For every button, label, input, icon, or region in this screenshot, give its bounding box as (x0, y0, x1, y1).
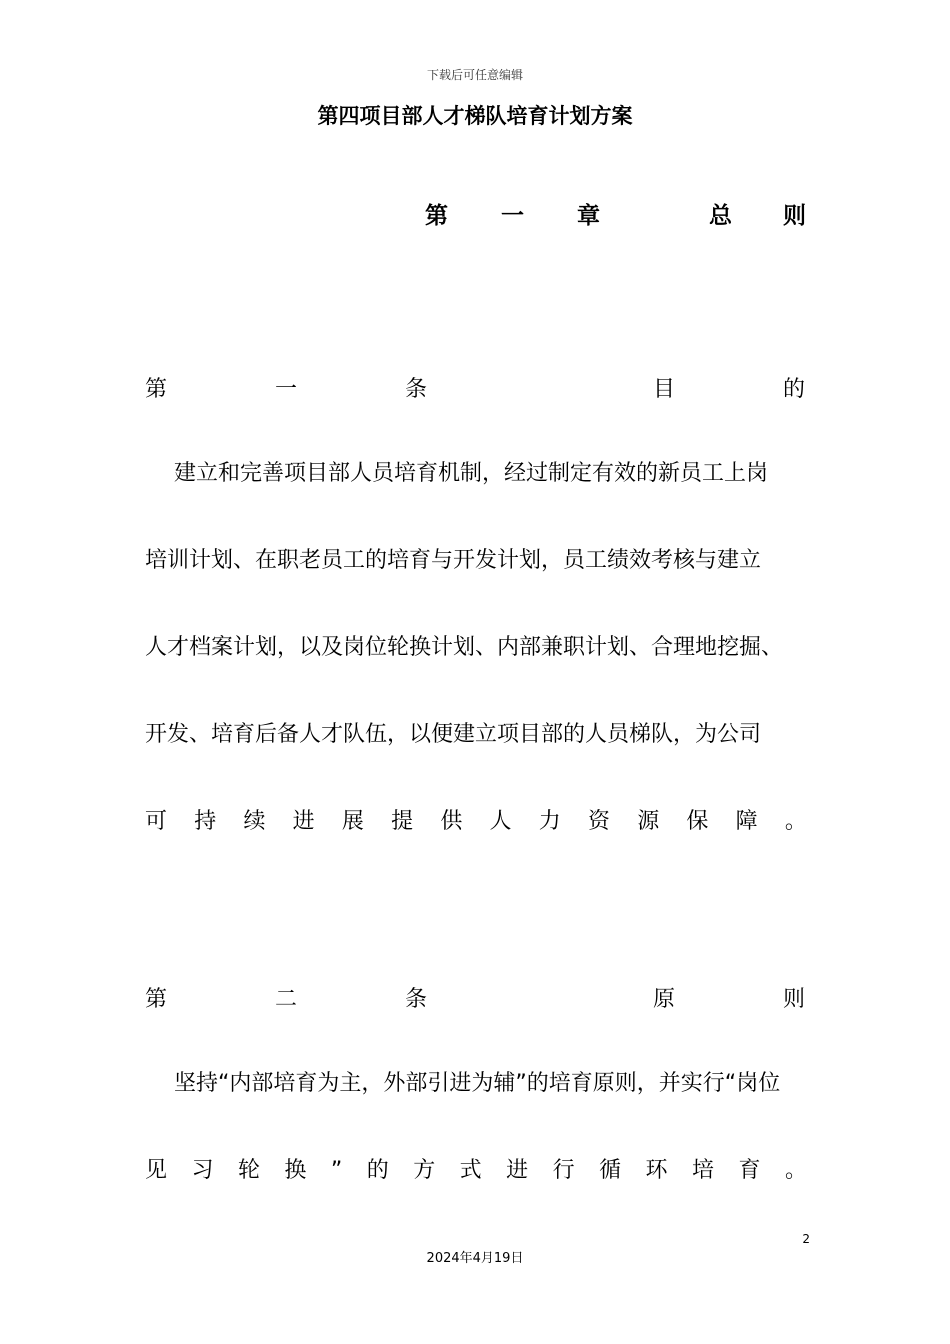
heading-char: 条 (405, 987, 428, 1012)
article-1-body (145, 430, 807, 865)
paragraph-line: 建立和完善项目部人员培育机制，经过制定有效的新员工上岗 (174, 461, 769, 486)
text-char: 提 (391, 809, 414, 834)
paragraph-line: 坚持“内部培育为主，外部引进为辅”的培育原则，并实行“岗位 (174, 1071, 781, 1096)
text-char: 可 (145, 809, 168, 834)
text-char: 进 (292, 809, 315, 834)
text-char: 资 (587, 809, 610, 834)
chapter-char: 总 (709, 203, 732, 229)
text-char: 轮 (237, 1158, 260, 1183)
article-2-heading (145, 982, 807, 1016)
text-char: 续 (243, 809, 266, 834)
heading-char: 第 (145, 377, 168, 402)
text-char: 育 (738, 1158, 761, 1183)
text-char: 力 (538, 809, 561, 834)
text-char: 式 (459, 1158, 482, 1183)
text-char: 方 (413, 1158, 436, 1183)
text-char: 见 (145, 1158, 168, 1183)
article-2-body (145, 1040, 807, 1214)
heading-char: 则 (783, 987, 806, 1012)
text-char: 保 (686, 809, 709, 834)
heading-char: 的 (783, 377, 806, 402)
heading-char: 原 (653, 987, 676, 1012)
document-title: 第四项目部人才梯队培育计划方案 (317, 104, 633, 128)
text-char: 。 (784, 809, 807, 834)
text-char: 源 (637, 809, 660, 834)
text-char: 行 (552, 1158, 575, 1183)
heading-char: 一 (275, 377, 298, 402)
chapter-char: 第 (425, 203, 448, 229)
text-char: 。 (784, 1158, 807, 1183)
text-char: 进 (506, 1158, 529, 1183)
text-char: 供 (440, 809, 463, 834)
chapter-char: 一 (501, 203, 524, 229)
heading-char: 第 (145, 987, 168, 1012)
page-number: 2 (802, 1232, 810, 1246)
heading-char: 二 (275, 987, 298, 1012)
text-char: 的 (366, 1158, 389, 1183)
paragraph-line: 人才档案计划，以及岗位轮换计划、内部兼职计划、合理地挖掘、 (145, 635, 784, 660)
text-char: 培 (692, 1158, 715, 1183)
text-char: ” (330, 1158, 343, 1183)
chapter-char: 则 (783, 203, 806, 229)
text-char: 障 (735, 809, 758, 834)
text-char: 持 (194, 809, 217, 834)
paragraph-last-line (145, 778, 807, 865)
text-char: 人 (489, 809, 512, 834)
chapter-char: 章 (577, 203, 600, 229)
text-char: 环 (645, 1158, 668, 1183)
footer-date: 2024年4月19日 (426, 1251, 524, 1266)
paragraph-last-line (145, 1127, 807, 1214)
text-char: 循 (599, 1158, 622, 1183)
paragraph-line: 培训计划、在职老员工的培育与开发计划，员工绩效考核与建立 (145, 548, 762, 573)
heading-char: 目 (653, 377, 676, 402)
text-char: 换 (284, 1158, 307, 1183)
article-1-heading (145, 372, 807, 406)
heading-char: 条 (405, 377, 428, 402)
text-char: 展 (341, 809, 364, 834)
paragraph-line: 开发、培育后备人才队伍，以便建立项目部的人员梯队，为公司 (145, 722, 762, 747)
text-char: 习 (191, 1158, 214, 1183)
header-note: 下载后可任意编辑 (426, 68, 523, 82)
chapter-heading (425, 197, 805, 231)
